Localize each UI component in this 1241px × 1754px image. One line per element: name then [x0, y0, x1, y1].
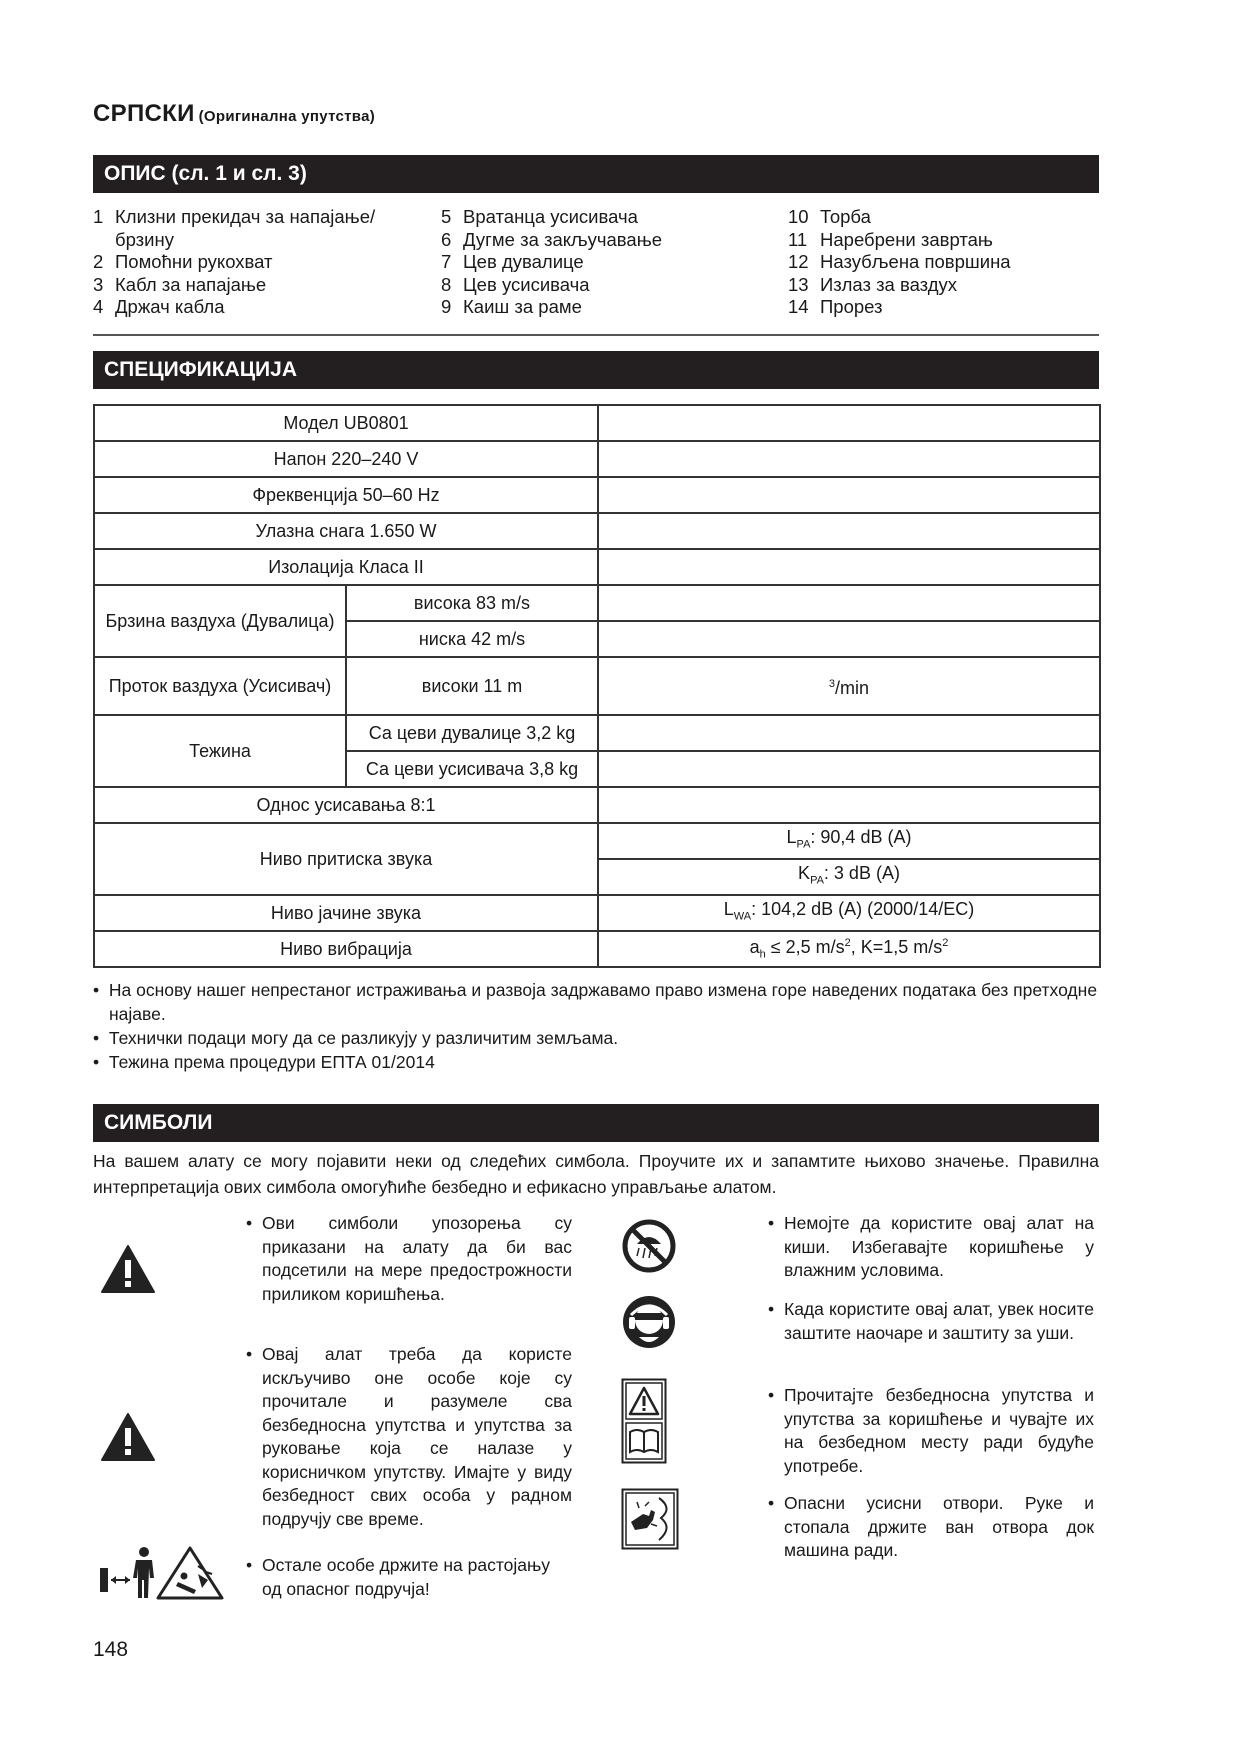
spec-air-flow-label: Проток ваздуха (Усисивач) — [94, 657, 346, 715]
list-item: 3 Кабл за напајање — [93, 273, 267, 295]
parts-list-col3 — [788, 206, 1108, 319]
table-row — [94, 657, 1100, 715]
table-cell — [598, 585, 1100, 621]
parts-list-col2 — [441, 206, 771, 319]
table-cell — [598, 549, 1100, 585]
symbols-heading: СИМБОЛИ — [104, 1111, 213, 1134]
list-item: 14 Прорез — [788, 296, 883, 317]
symbol-text: • Ови симболи упозорења су приказани на алату да би вас подсетили на мере предострожности приликом коришћења. — [246, 1213, 572, 1304]
symbols-heading-bar — [93, 1104, 1099, 1142]
table-cell — [598, 787, 1100, 823]
table-row — [94, 477, 1100, 513]
spec-model: Модел UB0801 — [94, 405, 598, 441]
table-row — [94, 787, 1100, 823]
table-row — [94, 895, 1100, 931]
table-cell — [598, 715, 1100, 751]
list-item: 5 Вратанца усисивача — [441, 206, 638, 227]
page-number: 148 — [93, 1638, 129, 1661]
spec-vibration-label: Ниво вибрација — [94, 931, 598, 967]
spec-air-speed-high: висока 83 m/s — [346, 585, 598, 621]
language-subtitle: (Оригинална упутства) — [198, 108, 376, 125]
table-cell — [598, 513, 1100, 549]
spec-sound-pressure-label: Ниво притиска звука — [94, 823, 598, 895]
table-row — [94, 405, 1100, 441]
table-cell — [598, 621, 1100, 657]
list-item: 2 Помоћни рукохват — [93, 251, 273, 272]
symbols-intro: На вашем алату се могу појавити неки од следећих симбола. Проучите их и запамтите њихово значење. Правилна интерпретација ових симбола омогућиће безбедно и ефикасно управљање алатом. — [93, 1151, 1099, 1197]
spec-weight-blower: Са цеви дувалице 3,2 kg — [346, 715, 598, 751]
note-item: • Технички подаци могу да се разликују у различитим земљама. — [93, 1028, 619, 1048]
spec-air-flow-unit: $^3$/min — [598, 657, 1100, 715]
note-item: • Тежина према процедури ЕПТА 01/2014 — [93, 1052, 435, 1072]
eye-ear-protection-icon — [621, 1293, 677, 1351]
spec-insulation: Изолација Класа II — [94, 549, 598, 585]
table-cell — [598, 441, 1100, 477]
no-rain-icon — [621, 1218, 677, 1274]
table-row — [94, 585, 1100, 621]
list-item: 1 Клизни прекидач за напајање/ — [93, 206, 376, 227]
list-item: 11 Наребрени завртањ — [788, 228, 993, 250]
symbol-text: • Када користите овај алат, увек носите заштите наочаре и заштиту за уши. — [768, 1299, 1094, 1343]
table-row — [94, 441, 1100, 477]
spec-power: Улазна снага 1.650 W — [94, 513, 598, 549]
table-row — [94, 823, 1100, 859]
list-item: брзину — [115, 228, 174, 250]
symbol-text: • Прочитајте безбедносна упутства и упутства за коришћење и чувајте их на безбедном месту ради будуће употребе. — [768, 1385, 1094, 1476]
symbol-text: • Остале особе држите на растојању од опасног подручја! — [246, 1555, 551, 1599]
spec-kpa: $K_{PA}$: 3 dB (A) — [598, 859, 1100, 895]
spec-heading-bar — [93, 351, 1099, 389]
table-cell — [598, 477, 1100, 513]
page-language-title — [93, 100, 375, 128]
list-item: 13 Излаз за ваздух — [788, 273, 958, 295]
spec-table — [93, 404, 1101, 968]
spec-weight-vacuum: Са цеви усисивача 3,8 kg — [346, 751, 598, 787]
warning-triangle-icon — [100, 1412, 156, 1462]
table-row — [94, 931, 1100, 967]
list-item: 7 Цев дувалице — [441, 251, 584, 272]
warning-triangle-icon — [100, 1244, 156, 1294]
symbol-text: • Немојте да користите овај алат на киши. Избегавајте коришћење у влажним условима. — [768, 1213, 1094, 1280]
spec-frequency: Фреквенција 50–60 Hz — [94, 477, 598, 513]
spec-heading: СПЕЦИФИКАЦИЈА — [104, 358, 297, 381]
list-item: 4 Држач кабла — [93, 296, 225, 317]
spec-sound-power-label: Ниво јачине звука — [94, 895, 598, 931]
spec-ratio: Однос усисавања 8:1 — [94, 787, 598, 823]
list-item: 9 Каиш за раме — [441, 296, 582, 317]
parts-list-col1 — [93, 206, 423, 319]
table-cell — [598, 751, 1100, 787]
keep-distance-icon — [98, 1544, 226, 1600]
spec-weight-label: Тежина — [94, 715, 346, 787]
list-item: 8 Цев усисивача — [441, 273, 590, 295]
spec-lwa: $L_{WA}$: 104,2 dB (A) (2000/14/EC) — [598, 895, 1100, 931]
table-row — [94, 549, 1100, 585]
list-item: 12 Назубљена површина — [788, 251, 1011, 272]
spec-voltage: Напон 220–240 V — [94, 441, 598, 477]
spec-lpa: $L_{PA}$: 90,4 dB (A) — [598, 823, 1100, 859]
spec-air-speed-low: ниска 42 m/s — [346, 621, 598, 657]
list-item: 10 Торба — [788, 206, 871, 227]
description-heading: ОПИС (сл. 1 и сл. 3) — [104, 162, 307, 185]
note-item: • На основу нашег непрестаног истраживања и развоја задржавамо право измена горе наведених података без претходне најаве. — [93, 980, 1098, 1024]
symbol-text: • Опасни усисни отвори. Руке и стопала држите ван отвора док машина ради. — [768, 1493, 1094, 1560]
spec-air-speed-label: Брзина ваздуха (Дувалица) — [94, 585, 346, 657]
symbol-text: • Овај алат треба да користе искључиво оне особе које су прочитале и разумеле сва безбедносна упутства и упутства за руковање која се налазе у корисничком упутству. Имајте у виду безбедност свих особа у радном подручју све време. — [246, 1344, 572, 1529]
list-item: 6 Дугме за закључавање — [441, 228, 663, 250]
spec-air-flow-value: високи 11 m — [346, 657, 598, 715]
read-manual-icon — [621, 1378, 667, 1464]
description-heading-bar — [93, 155, 1099, 193]
spec-notes — [93, 978, 1103, 1074]
section-divider — [93, 334, 1099, 336]
table-cell — [598, 405, 1100, 441]
hand-hazard-icon — [621, 1488, 679, 1550]
spec-vibration-value: $a_h \le 2,5$ $m/s^2$, K=1,5 $m/s^2$ — [598, 931, 1100, 967]
language-label: СРПСКИ — [93, 100, 195, 127]
table-row — [94, 513, 1100, 549]
table-row — [94, 715, 1100, 751]
